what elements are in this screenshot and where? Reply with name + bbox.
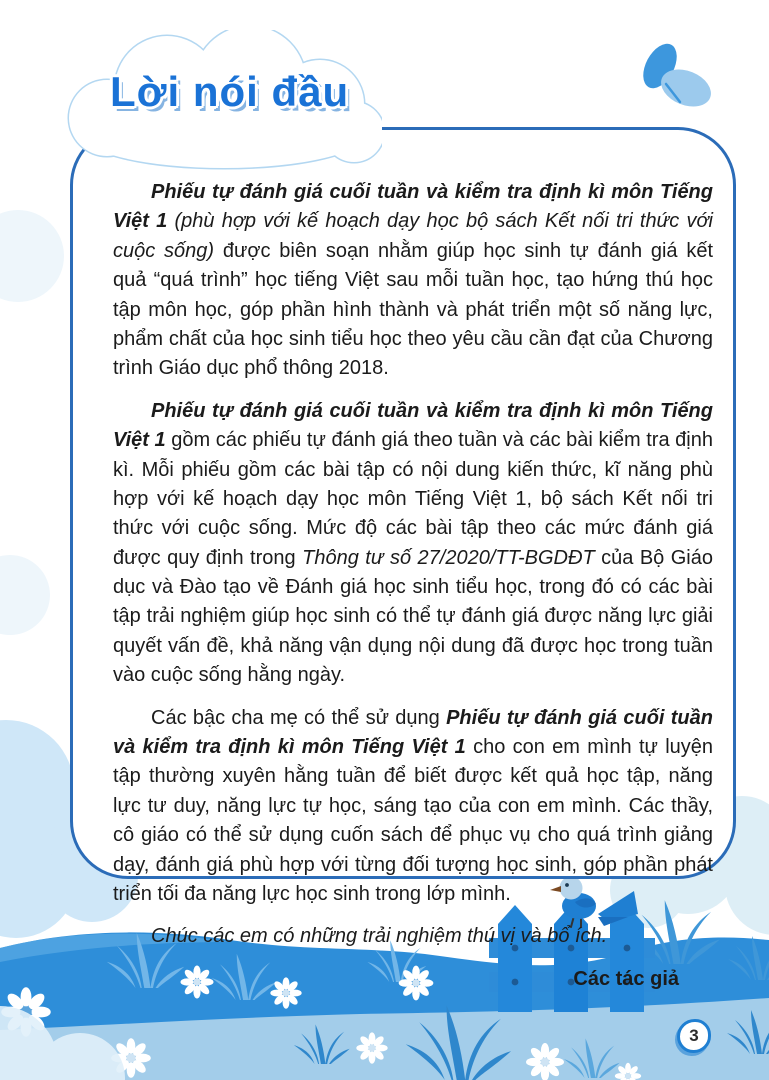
text-segment: cho con em mình tự luyện tập thường xuyên hằng tuần để biết được kết quả học tập, năng lực tư duy, năng lực tự học, sáng tạo của con em mình. Các thầy, cô giáo có thể sử dụng cuốn sách để phục vụ cho quá trình giảng dạy, đánh giá phù hợp với từng đối tượng học sinh, góp phần phát triển tối đa năng lực học sinh trong lớp mình. — [113, 736, 714, 905]
authors-signature: Các tác giả — [573, 967, 679, 990]
page-title: Lời nói đầu — [110, 68, 350, 115]
foreword-paragraph — [113, 178, 713, 384]
watermark-blob — [0, 555, 50, 635]
page-number-badge: 3 — [677, 1019, 711, 1053]
foreword-box — [70, 127, 736, 990]
text-segment: (phù hợp với kế hoạch dạy học bộ sách Kết nối tri thức với cuộc sống) — [113, 210, 713, 262]
foreword-text — [113, 178, 713, 994]
foreword-paragraph — [113, 704, 713, 910]
text-segment: Thông tư số 27/2020/TT-BGDĐT — [302, 546, 602, 569]
text-segment: Phiếu tự đánh giá cuối tuần và kiểm tra định kì môn Tiếng Việt 1 — [113, 399, 713, 452]
text-segment: gồm các phiếu tự đánh giá theo tuần và các bài kiểm tra định kì. Mỗi phiếu gồm các bài tập có nội dung kiến thức, kĩ năng phù hợp với kế hoạch dạy học môn Tiếng Việt 1, bộ sách Kết nối tri thức với cuộc sống. Mức độ các bài tập theo các mức đánh giá được quy định trong — [113, 429, 713, 569]
text-segment: được biên soạn nhằm giúp học sinh tự đánh giá kết quả “quá trình” học tiếng Việt sau mỗi tuần học, tạo hứng thú học tập môn học, góp phần hình thành và phát triển một số năng lực, phẩm chất của học sinh tiểu học theo yêu cầu cần đạt của Chương trình Giáo dục phổ thông 2018. — [113, 239, 714, 380]
butterfly-icon — [630, 40, 722, 130]
text-segment: Các bậc cha mẹ có thể sử dụng — [151, 706, 447, 729]
watermark-blob — [0, 210, 64, 302]
closing-line: Chúc các em có những trải nghiệm thú vị và bổ ích. — [151, 925, 608, 948]
text-segment: Phiếu tự đánh giá cuối tuần và kiểm tra định kì môn Tiếng Việt 1 — [113, 706, 713, 759]
text-segment: của Bộ Giáo dục và Đào tạo về Đánh giá học sinh tiểu học, trong đó có các bài tập trải nghiệm giúp học sinh có thể tự đánh giá được năng lực giải quyết vấn đề, khả năng vận dụng nội dung đã được học trong tuần vào cuộc sống hằng ngày. — [113, 546, 713, 687]
foreword-paragraph — [113, 397, 713, 691]
text-segment: Phiếu tự đánh giá cuối tuần và kiểm tra định kì môn Tiếng Việt 1 — [113, 181, 713, 233]
